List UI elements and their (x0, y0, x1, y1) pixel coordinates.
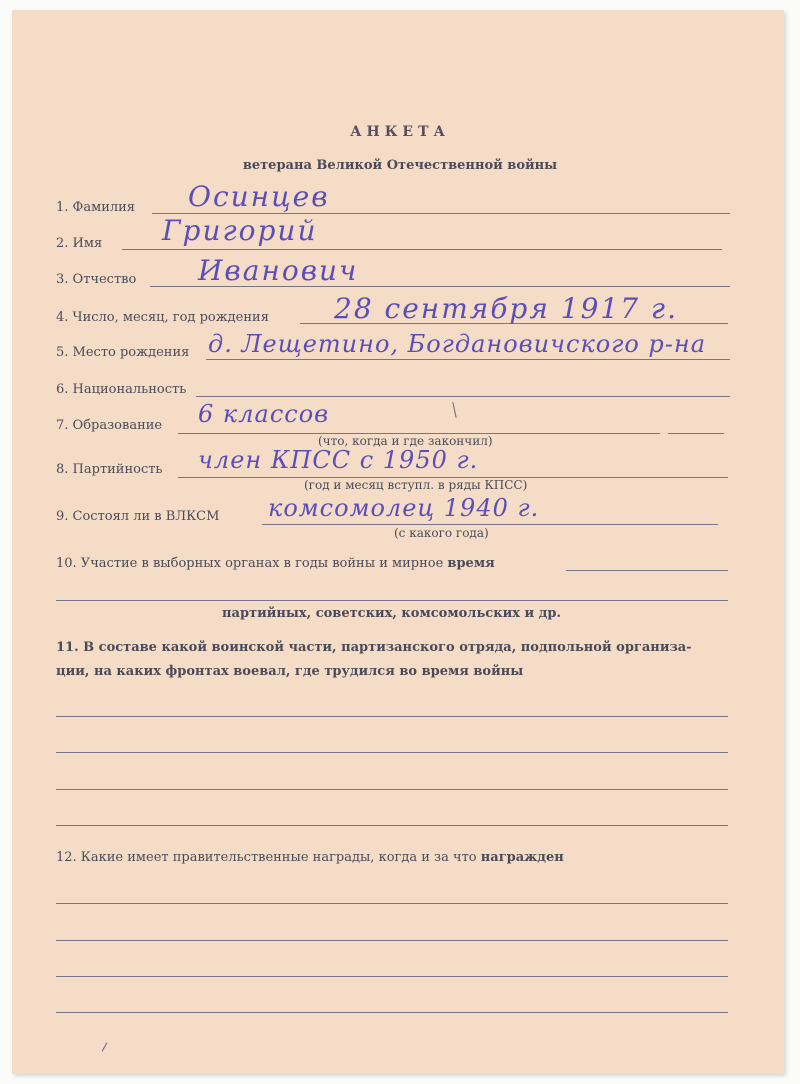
field-label-nationality: 6. Национальность (56, 382, 187, 397)
field-line-name (122, 249, 722, 250)
q10-line-2 (56, 600, 728, 601)
form-title: АНКЕТА (350, 124, 450, 140)
field-value-birthdate: 28 сентября 1917 г. (334, 292, 678, 325)
field-line-komsomol (262, 524, 718, 525)
q12-label: 12. Какие имеет правительственные награды, когда и за что награжден (56, 850, 564, 865)
field-label-surname: 1. Фамилия (56, 200, 135, 215)
q11-label-line1: 11. В составе какой воинской части, партизанского отряда, подпольной организа- (56, 640, 692, 655)
field-label-birthdate: 4. Число, месяц, год рождения (56, 310, 269, 325)
field-line-birthplace (206, 359, 730, 360)
q11-answer-line-2 (56, 752, 728, 753)
q10-label: 10. Участие в выборных органах в годы войны и мирное время (56, 556, 495, 571)
field-label-education: 7. Образование (56, 418, 163, 433)
q12-answer-line-3 (56, 976, 728, 977)
field-label-komsomol: 9. Состоял ли в ВЛКСМ (56, 509, 220, 524)
q10-line-1 (566, 570, 728, 571)
field-label-patronymic: 3. Отчество (56, 272, 137, 287)
field-label-birthplace: 5. Место рождения (56, 345, 190, 360)
form-subtitle: ветерана Великой Отечественной войны (242, 158, 558, 173)
field-label-party: 8. Партийность (56, 462, 163, 477)
field-value-surname: Осинцев (188, 180, 330, 213)
q11-answer-line-1 (56, 716, 728, 717)
field-hint-komsomol: (с какого года) (394, 526, 489, 540)
field-hint-education: (что, когда и где закончил) (318, 434, 493, 448)
field-value-name: Григорий (162, 214, 318, 247)
q11-answer-line-4 (56, 825, 728, 826)
q12-answer-line-4 (56, 1012, 728, 1013)
field-value-komsomol: комсомолец 1940 г. (268, 494, 540, 522)
field-line-nationality (196, 396, 730, 397)
field-value-patronymic: Иванович (198, 254, 359, 287)
q11-answer-line-3 (56, 789, 728, 790)
field-line-education-end (668, 433, 724, 434)
field-value-education: 6 классов (198, 400, 330, 428)
q12-answer-line-1 (56, 903, 728, 904)
field-value-birthplace: д. Лещетино, Богдановичского р-на (208, 330, 707, 358)
field-label-name: 2. Имя (56, 236, 103, 251)
field-value-party: член КПСС с 1950 г. (198, 446, 479, 474)
q10-hint: партийных, советских, комсомольских и др. (222, 606, 561, 621)
field-hint-party: (год и месяц вступл. в ряды КПСС) (304, 478, 528, 492)
q12-answer-line-2 (56, 940, 728, 941)
q11-label-line2: ции, на каких фронтах воевал, где трудился во время войны (56, 664, 524, 679)
